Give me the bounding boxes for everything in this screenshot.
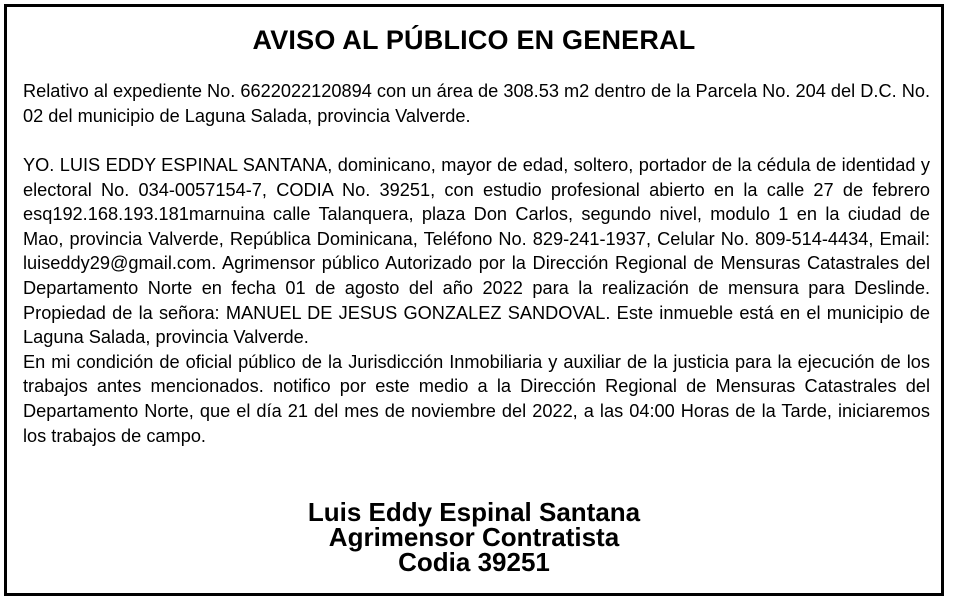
reference-paragraph: Relativo al expediente No. 6622022120894 con un área de 308.53 m2 dentro de la Parcela No. 204 del D.C. No. 02 del municipio de Laguna Salada, provincia Valverde. — [23, 81, 930, 126]
signature-role: Agrimensor Contratista — [328, 522, 620, 552]
notice-body — [23, 153, 930, 448]
notice-frame — [4, 4, 944, 596]
signature-name: Luis Eddy Espinal Santana — [307, 497, 641, 527]
notification-paragraph: En mi condición de oficial público de la Jurisdicción Inmobiliaria y auxiliar de la justicia para la ejecución de los trabajos antes mencionados. notifico por este medio a la Dirección Regional de Mensuras Catastrales del Departamento Norte, que el día 21 del mes de noviembre del 2022, a las 04:00 Horas de la Tarde, iniciaremos los trabajos de campo. — [23, 351, 930, 446]
declaration-paragraph: YO. LUIS EDDY ESPINAL SANTANA, dominicano, mayor de edad, soltero, portador de la cédula de identidad y electoral No. 034-0057154-7, CODIA No. 39251, con estudio profesional abierto en la calle 27 de febrero esq192.168.193.181marnuina calle Talanquera, plaza Don Carlos, segundo nivel, modulo 1 en la ciudad de Mao, provincia Valverde, República Dominicana, Teléfono No. 829-241-1937, Celular No. 809-514-4434, Email: luiseddy29@gmail.com. Agrimensor público Autorizado por la Dirección Regional de Mensuras Catastrales del Departamento Norte en fecha 01 de agosto del año 2022 para la realización de mensura para Deslinde. Propiedad de la señora: MANUEL DE JESUS GONZALEZ SANDOVAL. Este inmueble está en el municipio de Laguna Salada, provincia Valverde. — [23, 155, 930, 348]
notice-title: AVISO AL PÚBLICO EN GENERAL — [252, 25, 696, 55]
signature-codia: Codia 39251 — [398, 547, 550, 577]
signature-block — [7, 497, 941, 577]
